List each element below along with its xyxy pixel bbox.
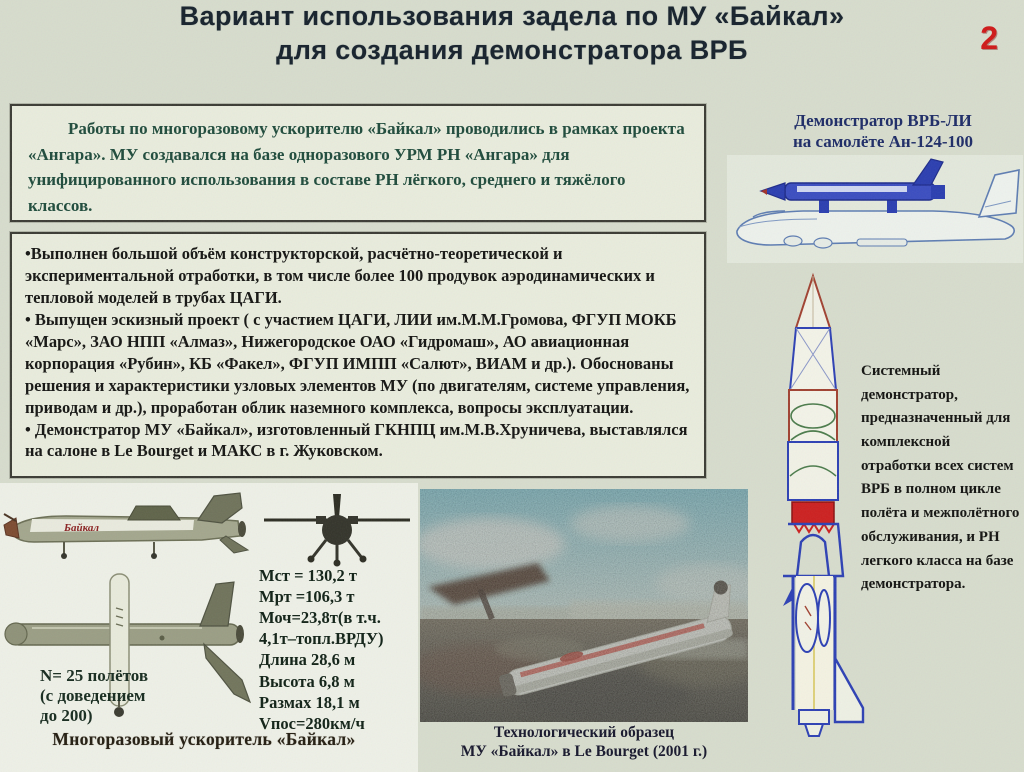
- spec-span: Размах 18,1 м: [259, 692, 360, 712]
- flights-note: [40, 666, 200, 726]
- booster-caption: Многоразовый ускоритель «Байкал»: [52, 729, 356, 749]
- photo-caption-line1: Технологический образец: [493, 724, 675, 741]
- page-number: 2: [980, 20, 998, 56]
- baikal-front-view-drawing: [260, 488, 416, 568]
- intro-text-box: [10, 104, 706, 222]
- system-demonstrator-note: Системный демонстратор, предназначенный для комплексной отработки всех систем ВРБ в полном цикле полёта и межполётного обслуживания, и РН легкого класса на базе демонстратора.: [861, 363, 1020, 593]
- an124-with-booster-drawing: [727, 155, 1023, 263]
- specs-list: [259, 565, 423, 734]
- spec-height: Высота 6,8 м: [259, 671, 355, 691]
- page-title-line1: Вариант использования задела по МУ «Байкал»: [179, 1, 845, 31]
- spec-mrt: Мрт =106,3 т: [259, 587, 355, 607]
- page-title-line2: для создания демонстратора ВРБ: [276, 34, 748, 65]
- results-text-box: [10, 232, 706, 478]
- baikal-model-side-view: [2, 490, 256, 568]
- spec-mst: Мст = 130,2 т: [259, 566, 358, 585]
- an124-drawing-panel: [727, 155, 1023, 263]
- vrb-li-caption: [742, 110, 1024, 153]
- flights-note-line3: до 200): [40, 706, 93, 726]
- results-bullet-3: • Демонстратор МУ «Байкал», изготовленный ГКНПЦ им.М.В.Хруничева, выставлялся на салоне в Le Bourget и МАКС в г. Жуковском.: [25, 419, 688, 461]
- spec-length: Длина 28,6 м: [259, 650, 356, 670]
- vrb-li-caption-line2: на самолёте Ан-124-100: [792, 132, 974, 152]
- results-bullet-1: •Выполнен большой объём конструкторской, расчётно-теоретической и экспериментальной отработки, в том числе более 100 продувок аэродинамических и тепловой моделей в трубах ЦАГИ.: [25, 244, 655, 307]
- spec-moch-cont: 4,1т–топл.ВРДУ): [259, 629, 384, 649]
- lebourget-photo: [420, 489, 748, 722]
- photo-caption: [414, 724, 754, 762]
- results-bullet-2: • Выпущен эскизный проект ( с участием ЦАГИ, ЛИИ им.М.М.Громова, ФГУП МОКБ «Марс», ЗАО НПП «Алмаз», Нижегородское ОАО «Гидромаш», АО авиационная корпорация «Рубин», КБ «Факел», ФГУП ИМПП «Салют», ВИАМ и др.). Обоснованы решения и характеристики узловых элементов МУ (по двигателям, системе управления, приводам и др.), проработан облик наземного комплекса, вопросы эксплуатации.: [25, 309, 690, 417]
- page-title: [0, 0, 1024, 68]
- intro-text: Работы по многоразовому ускорителю «Байкал» проводились в рамках проекта «Ангара». МУ создавался на базе одноразового УРМ РН «Ангара» для унифицированного использования в составе РН лёгкого, среднего и тяжёлого классов.: [28, 119, 685, 215]
- vrb-li-caption-line1: Демонстратор ВРБ-ЛИ: [794, 111, 972, 130]
- baikal-model-label: Байкал: [64, 522, 100, 534]
- rocket-drawing-panel: [757, 270, 871, 742]
- photo-caption-line2: МУ «Байкал» в Le Bourget (2001 г.): [460, 742, 708, 760]
- flights-note-line1: N= 25 полётов: [40, 666, 149, 685]
- spec-moch: Моч=23,8т(в т.ч.: [259, 608, 381, 628]
- lebourget-photo-image: [420, 489, 748, 722]
- flights-note-line2: (с доведением: [40, 686, 146, 706]
- spec-vland: Vпос=280км/ч: [259, 713, 365, 733]
- launch-vehicle-drawing: [757, 270, 871, 742]
